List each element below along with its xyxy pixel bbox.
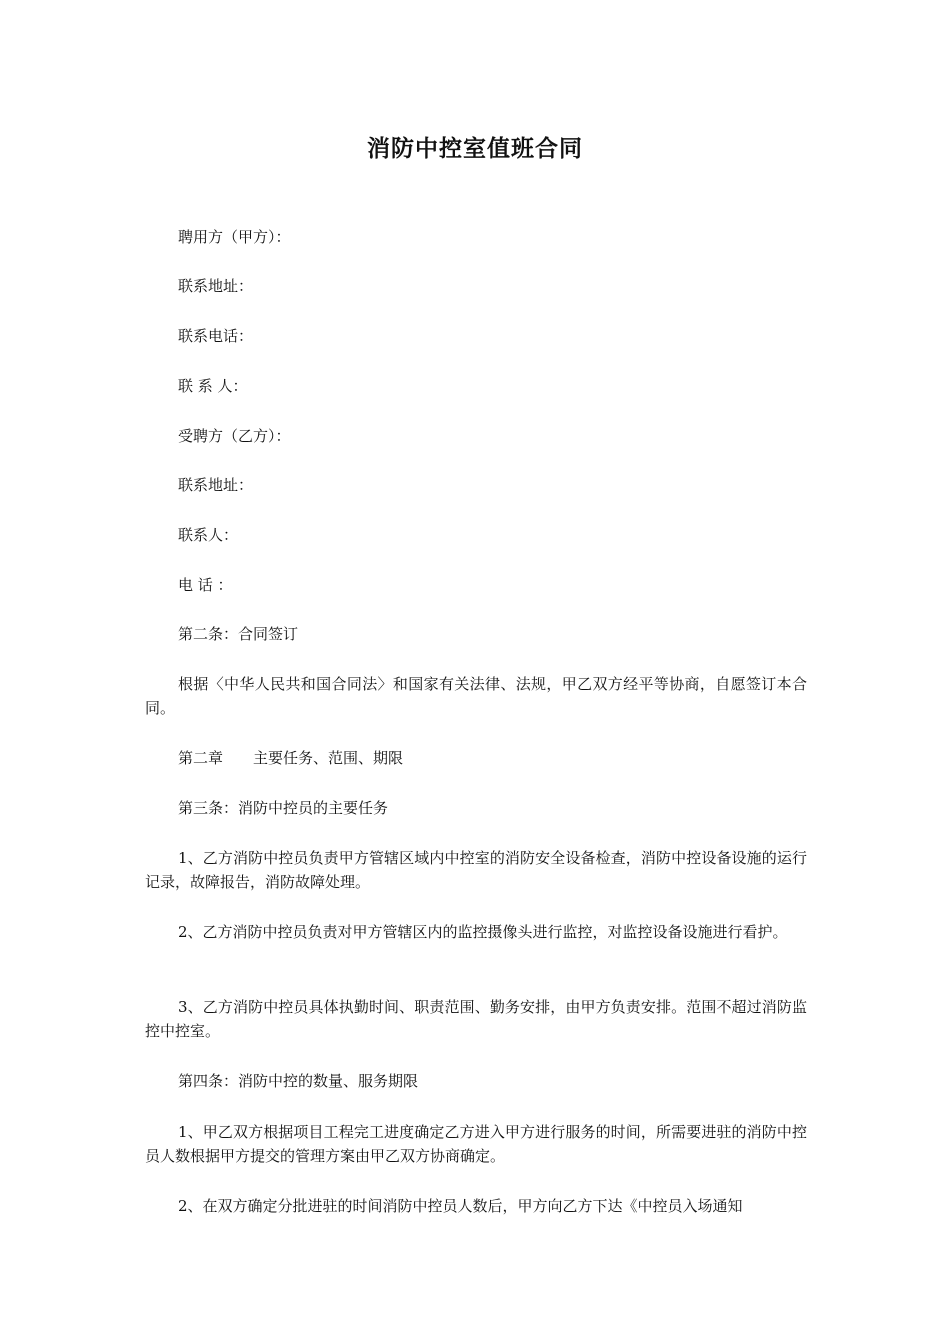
article-heading: 第二条：合同签订 <box>178 625 299 643</box>
document-title: 消防中控室值班合同 <box>367 135 583 162</box>
party-a-contact: 联 系 人： <box>178 377 248 395</box>
party-b-label: 受聘方（乙方）： <box>178 427 291 445</box>
article-body: 根据〈中华人民共和国合同法〉和国家有关法律、法规，甲乙双方经平等协商，自愿签订本合同。 <box>145 675 807 717</box>
party-b-address: 联系地址： <box>178 476 254 494</box>
party-b-phone: 电 话 ： <box>178 576 233 594</box>
chapter-heading: 第二章 主要任务、范围、期限 <box>178 749 404 767</box>
party-a-address: 联系地址： <box>178 277 254 295</box>
article-body: 2、乙方消防中控员负责对甲方管辖区内的监控摄像头进行监控，对监控设备设施进行看护。 <box>178 923 788 941</box>
article-body: 1、乙方消防中控员负责甲方管辖区域内中控室的消防安全设备检查，消防中控设备设施的运行记录，故障报告，消防故障处理。 <box>145 849 807 891</box>
article-body: 3、乙方消防中控员具体执勤时间、职责范围、勤务安排，由甲方负责安排。范围不超过消防监控中控室。 <box>145 998 807 1040</box>
party-a-phone: 联系电话： <box>178 327 254 345</box>
party-a-label: 聘用方（甲方）： <box>178 228 291 246</box>
article-body: 2、在双方确定分批进驻的时间消防中控员人数后，甲方向乙方下达《中控员入场通知 <box>178 1197 743 1215</box>
article-heading: 第四条：消防中控的数量、服务期限 <box>178 1072 419 1090</box>
article-heading: 第三条：消防中控员的主要任务 <box>178 799 389 817</box>
party-b-contact: 联系人： <box>178 526 239 544</box>
article-body: 1、甲乙双方根据项目工程完工进度确定乙方进入甲方进行服务的时间，所需要进驻的消防中控员人数根据甲方提交的管理方案由甲乙双方协商确定。 <box>145 1123 807 1165</box>
